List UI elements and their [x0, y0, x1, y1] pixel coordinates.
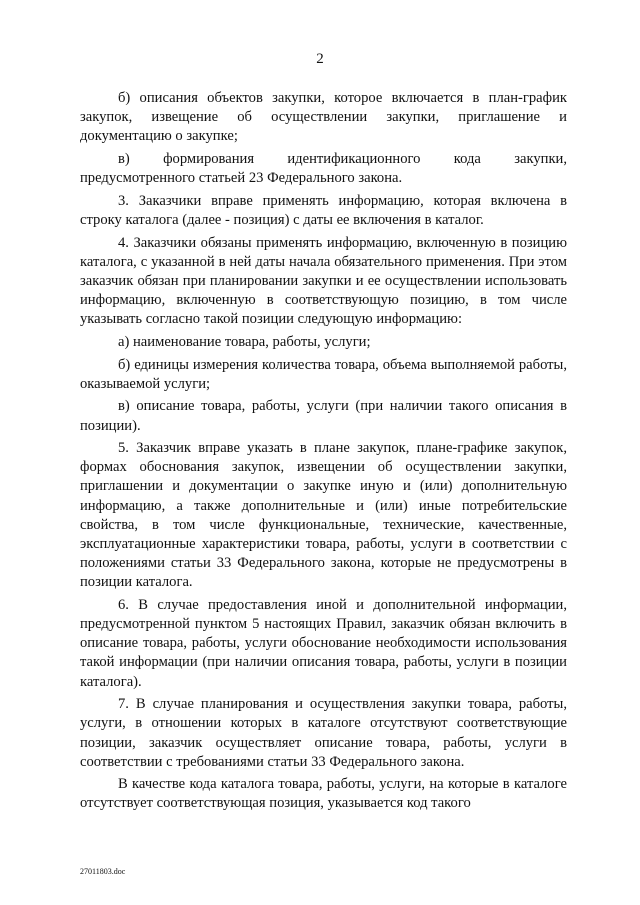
footer-filename: 27011803.doc [80, 867, 126, 876]
paragraph-3: 3. Заказчики вправе применять информацию, которая включена в строку каталога (далее - позиция) с даты ее включения в каталог. [80, 192, 567, 228]
paragraph-5: 5. Заказчик вправе указать в плане закупок, плане-графике закупок, формах обоснования закупок, извещении об осуществлении закупки, приглашении и документации о закупке иную и (или) дополнительную информацию, а также дополнительные и (или) иные потребительские свойства, в том числе функциональные, технические, качественные, эксплуатационные характеристики товара, работы, услуги в соответствии с положениями статьи 33 Федерального закона, которые не предусмотрены в позиции каталога. [80, 440, 567, 591]
page-number: 2 [316, 51, 324, 67]
paragraph-6: 6. В случае предоставления иной и дополнительной информации, предусмотренной пунктом 5 настоящих Правил, заказчик обязан включить в описание товара, работы, услуги обоснование необходимости использования такой информации (при наличии описания товара, работы, услуги в позиции каталога). [80, 596, 567, 690]
paragraph-7-continuation: В качестве кода каталога товара, работы, услуги, на которые в каталоге отсутствует соответствующая позиция, указывается код такого [80, 776, 567, 812]
document-body [80, 89, 567, 817]
paragraph-4b: б) единицы измерения количества товара, объема выполняемой работы, оказываемой услуги; [80, 356, 567, 392]
paragraph-1v: в) формирования идентификационного кода закупки, предусмотренного статьей 23 Федерального закона. [80, 150, 567, 187]
paragraph-4: 4. Заказчики обязаны применять информацию, включенную в позицию каталога, с указанной в ней даты начала обязательного применения. При этом заказчик обязан при планировании закупки и ее осуществлении использовать информацию, включенную в соответствующую позицию, в том числе указывать согласно такой позиции следующую информацию: [80, 234, 567, 328]
paragraph-7: 7. В случае планирования и осуществления закупки товара, работы, услуги, в отношении которых в каталоге отсутствуют соответствующие позиции, заказчик осуществляет описание товара, работы, услуги в соответствии с требованиями статьи 33 Федерального закона. [80, 696, 567, 770]
paragraph-4v: в) описание товара, работы, услуги (при наличии такого описания в позиции). [80, 398, 567, 434]
paragraph-1b: б) описания объектов закупки, которое включается в план-график закупок, извещение об осуществлении закупки, приглашение и документацию о закупке; [80, 90, 567, 145]
paragraph-4a: а) наименование товара, работы, услуги; [118, 333, 371, 350]
